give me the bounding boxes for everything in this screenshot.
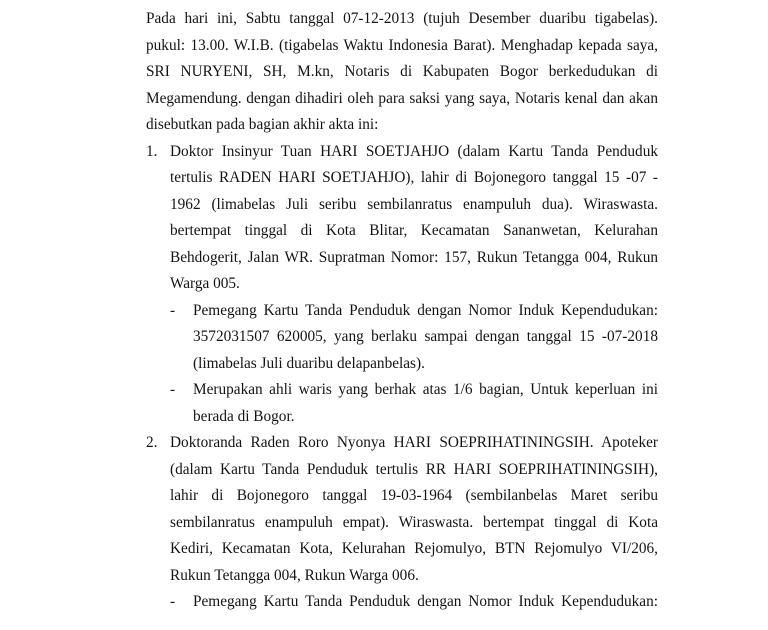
sub-item [170, 298, 658, 378]
sub-line: Merupakan ahli waris yang berhak atas 1/6 bagian, Untuk keperluan ini [193, 381, 658, 398]
deed-page [146, 6, 658, 616]
item-line: (dalam Kartu Tanda Penduduk tertulis RR HARI SOEPRIHATININGSIH), [170, 460, 658, 478]
item-line: Doktor Insinyur Tuan HARI SOETJAHJO (dalam Kartu Tanda Penduduk [170, 142, 658, 160]
intro-line: disebutkan pada bagian akhir akta ini: [146, 116, 379, 133]
sub-line: Pemegang Kartu Tanda Penduduk dengan Nomor Induk Kependudukan: [193, 301, 658, 319]
item-line: Kediri, Kecamatan Kota, Kelurahan Rejomulyo, BTN Rejomulyo VI/206, [170, 540, 658, 557]
item-line: lahir di Bojonegoro tanggal 19-03-1964 (sembilanbelas Maret seribu [170, 487, 658, 504]
list-item-1 [146, 139, 658, 298]
sub-line: berada di Bogor. [193, 407, 295, 425]
item-line: tertulis RADEN HARI SOETJAHJO), lahir di Bojonegoro tanggal 15 -07 - [170, 169, 658, 186]
item-line: Behdogerit, Jalan WR. Supratman Nomor: 157, Rukun Tetangga 004, Rukun [170, 248, 658, 266]
sub-item [170, 589, 658, 616]
item-line: sembilanratus enampuluh empat). Wiraswasta. bertempat tinggal di Kota [170, 513, 658, 531]
dash-bullet: - [170, 301, 176, 319]
item-line: Doktoranda Raden Roro Nyonya HARI SOEPRIHATININGSIH. Apoteker [170, 434, 658, 451]
list-number: 2. [146, 434, 158, 451]
list-item-2 [146, 430, 658, 589]
intro-line: Pada hari ini, Sabtu tanggal 07-12-2013 (tujuh Desember duaribu tigabelas). [146, 10, 658, 27]
intro-line: pukul: 13.00. W.I.B. (tigabelas Waktu Indonesia Barat). Menghadap kepada saya, [146, 36, 658, 54]
sub-line: 3572031507 620005, yang berlaku sampai dengan tanggal 15 -07-2018 [193, 328, 658, 345]
sub-line: Pemegang Kartu Tanda Penduduk dengan Nomor Induk Kependudukan: [193, 593, 658, 610]
list-number: 1. [146, 142, 158, 160]
item-line: 1962 (limabelas Juli seribu sembilanratus enampuluh dua). Wiraswasta. [170, 195, 658, 213]
item-line: Rukun Tetangga 004, Rukun Warga 006. [170, 566, 419, 584]
intro-line: Megamendung. dengan dihadiri oleh para saksi yang saya, Notaris kenal dan akan [146, 89, 658, 107]
item-line: bertempat tinggal di Kota Blitar, Kecamatan Sananwetan, Kelurahan [170, 222, 658, 239]
intro-paragraph [146, 6, 658, 139]
intro-line: SRI NURYENI, SH, M.kn, Notaris di Kabupaten Bogor berkedudukan di [146, 63, 658, 80]
item-line: Warga 005. [170, 275, 240, 292]
sub-item [170, 377, 658, 430]
dash-bullet: - [170, 593, 176, 610]
sub-line: (limabelas Juli duaribu delapanbelas). [193, 354, 425, 372]
dash-bullet: - [170, 381, 176, 398]
